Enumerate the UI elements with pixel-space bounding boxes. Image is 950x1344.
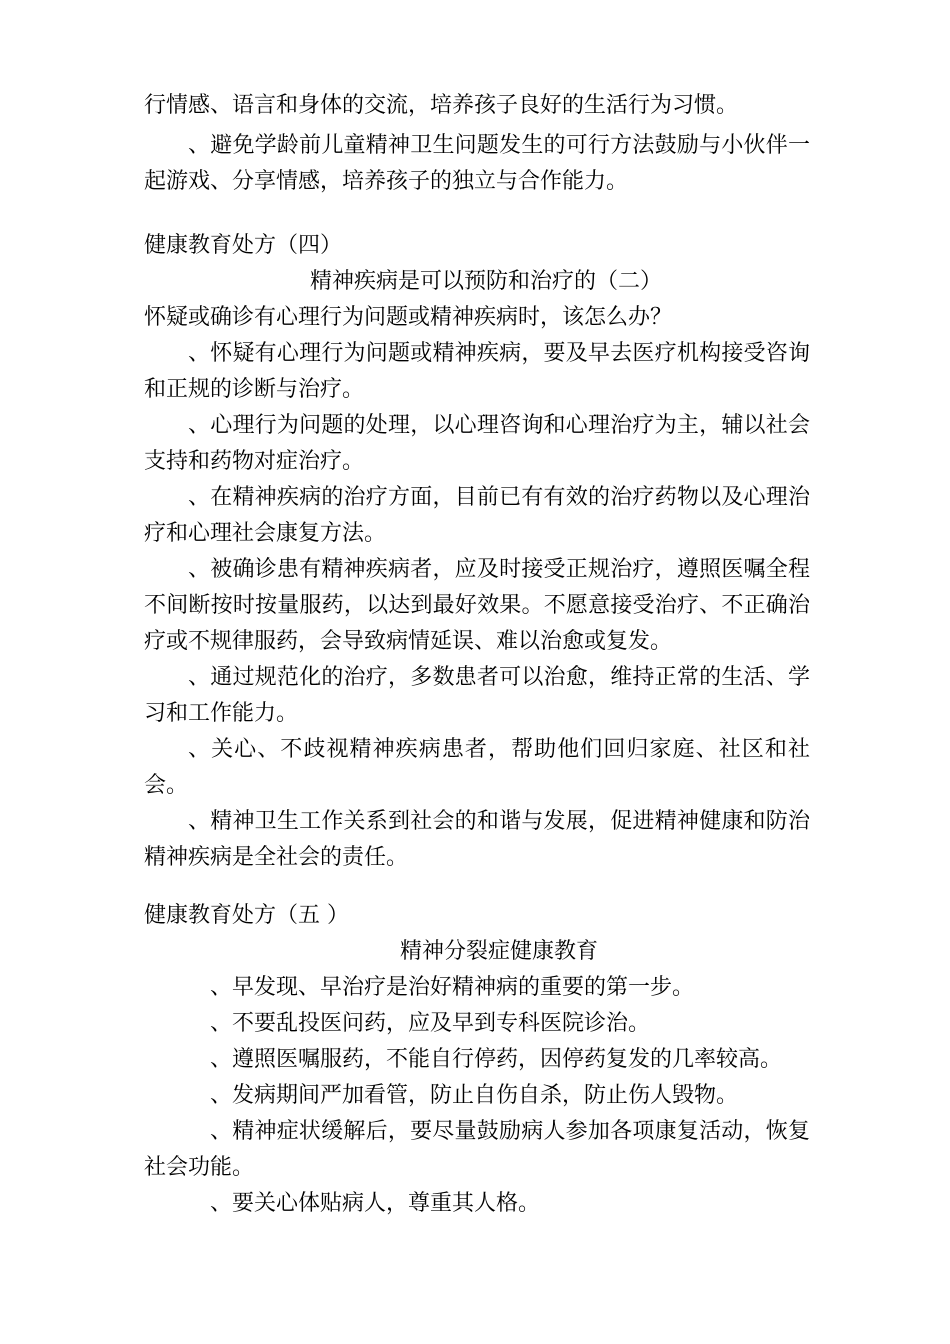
paragraph: 行情感、语言和身体的交流，培养孩子良好的生活行为习惯。 [144,93,739,118]
list-item: 、精神卫生工作关系到社会的和谐与发展，促进精神健康和防治精神疾病是全社会的责任。 [144,809,810,870]
paragraph: 、避免学龄前儿童精神卫生问题发生的可行方法鼓励与小伙伴一起游戏、分享情感，培养孩子的独立与合作能力。 [144,133,810,194]
section-title: 精神疾病是可以预防和治疗的（二） [309,269,662,294]
list-item: 、早发现、早治疗是治好精神病的重要的第一步。 [210,975,695,1000]
list-item: 、遵照医嘱服药，不能自行停药，因停药复发的几率较高。 [210,1047,783,1072]
list-item: 、在精神疾病的治疗方面，目前已有有效的治疗药物以及心理治疗和心理社会康复方法。 [144,485,810,546]
list-item: 、心理行为问题的处理，以心理咨询和心理治疗为主，辅以社会支持和药物对症治疗。 [144,413,810,474]
section-5 [144,898,810,1222]
list-item: 、通过规范化的治疗，多数患者可以治愈，维持正常的生活、学习和工作能力。 [144,665,810,726]
list-item: 、精神症状缓解后，要尽量鼓励病人参加各项康复活动，恢复社会功能。 [144,1119,810,1180]
list-item: 、被确诊患有精神疾病者，应及时接受正规治疗，遵照医嘱全程不间断按时按量服药，以达到最好效果。不愿意接受治疗、不正确治疗或不规律服药，会导致病情延误、难以治愈或复发。 [144,557,810,654]
section-4 [144,228,810,876]
section-question: 怀疑或确诊有心理行为问题或精神疾病时，该怎么办？ [144,305,673,330]
list-item: 、发病期间严加看管，防止自伤自杀，防止伤人毁物。 [210,1083,739,1108]
list-item: 、要关心体贴病人，尊重其人格。 [210,1191,541,1216]
list-item: 、不要乱投医问药，应及早到专科医院诊治。 [210,1011,651,1036]
section-3-tail [144,88,810,200]
list-item: 、关心、不歧视精神疾病患者，帮助他们回归家庭、社区和社会。 [144,737,810,798]
section-heading: 健康教育处方（四） [144,233,343,258]
section-heading: 健康教育处方（五 ） [144,903,349,928]
section-title: 精神分裂症健康教育 [400,939,599,964]
list-item: 、怀疑有心理行为问题或精神疾病，要及早去医疗机构接受咨询和正规的诊断与治疗。 [144,341,810,402]
